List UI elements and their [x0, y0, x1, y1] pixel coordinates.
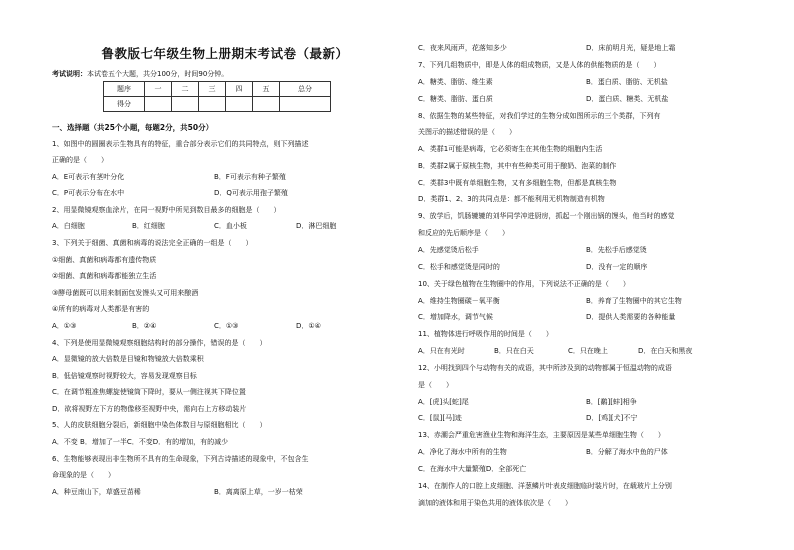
- option: A．糖类、脂肪、维生素: [418, 78, 493, 86]
- option: C．糖类、脂肪、蛋白质: [418, 95, 493, 103]
- score-cell: 五: [253, 82, 280, 97]
- statement: ②细菌、真菌和病毒都能独立生活: [52, 272, 157, 280]
- option: D．床前明月光，疑是地上霜: [586, 44, 676, 52]
- option: B．F可表示有种子繁殖: [214, 173, 286, 181]
- option: D．①④: [296, 322, 321, 330]
- score-label-cell: 得分: [104, 97, 145, 112]
- option: B．类群2属于原核生物，其中有些种类可用于酿奶、泡菜的制作: [418, 162, 617, 170]
- option: A．类群1可能是病毒，它必须寄生在其他生物的细胞内生活: [418, 145, 603, 153]
- question-text: 4、下列是使用显微镜观察细胞结构时的部分操作，错误的是（ ）: [52, 339, 267, 347]
- question-text: 命现象的是（ ）: [52, 471, 115, 479]
- option: B．分解了海水中鱼的尸体: [586, 448, 668, 456]
- option: A．种豆南山下，草盛豆苗稀: [52, 488, 141, 496]
- exam-note: [52, 69, 228, 79]
- option: C．类群3中既有单细胞生物，又有多细胞生物，但都是真核生物: [418, 179, 617, 187]
- option: C．[鼠][马]迹: [418, 414, 462, 422]
- option: D．Q可表示用孢子繁殖: [214, 189, 288, 197]
- option: C．在调节粗准焦螺旋使镜筒下降时，要从一侧注视其下降位置: [52, 388, 246, 396]
- option: C．只在晚上: [568, 347, 608, 355]
- question-text: 滴加的液体和用于染色共用的液体依次是（ ）: [418, 499, 572, 507]
- option: B．只在白天: [494, 347, 534, 355]
- option: B．养育了生物圈中的其它生物: [586, 297, 682, 305]
- option: A．显微镜的放大倍数是目镜和物镜放大倍数乘积: [52, 355, 204, 363]
- option: D．提供人类需要的各种能量: [586, 313, 676, 321]
- option: C．增加降水，调节气候: [418, 313, 493, 321]
- statement: ④所有的病毒对人类都是有害的: [52, 305, 150, 313]
- question-text: 7、下列几组物质中，即是人体的组成物质，又是人体的供能物质的是（ ）: [418, 61, 661, 69]
- option: D．欲将视野左下方的物像移至视野中央，需向右上方移动装片: [52, 405, 247, 413]
- question-text: 正确的是（ ）: [52, 156, 108, 164]
- option: A．①③: [52, 322, 77, 330]
- score-table: [103, 81, 331, 112]
- option: B．离离原上草，一岁一枯荣: [214, 488, 303, 496]
- page-title: 鲁教版七年级生物上册期末考试卷（最新）: [101, 46, 349, 61]
- option: A．白细胞: [52, 222, 85, 230]
- option: C．松手和感觉烫是同时的: [418, 263, 500, 271]
- score-blank-cell[interactable]: [145, 97, 172, 112]
- option: A．净化了海水中所有的生物: [418, 448, 507, 456]
- score-cell: 三: [199, 82, 226, 97]
- score-cell: 一: [145, 82, 172, 97]
- score-value-row: [104, 97, 331, 112]
- question-text: 6、生物能够表现出非生物所不具有的生命现象，下列古诗描述的现象中，不包含生: [52, 455, 309, 463]
- option: B．蛋白质、脂肪、无机盐: [586, 78, 668, 86]
- option: D．[鸡][犬]不宁: [586, 414, 638, 422]
- option: A．只在有光时: [418, 347, 465, 355]
- question-text: 14、在制作人的口腔上皮细胞、洋葱鳞片叶表皮细胞临时装片时，在载玻片上分别: [418, 482, 672, 490]
- statement: ①细菌、真菌和病毒都有遗传物质: [52, 256, 157, 264]
- score-header-row: [104, 82, 331, 97]
- section-heading: 一、选择题（共25个小题，每题2分，共50分）: [52, 123, 214, 132]
- question-text: 5、人的皮肤细胞分裂后，新细胞中染色体数目与原细胞相比（ ）: [52, 421, 267, 429]
- score-blank-cell[interactable]: [172, 97, 199, 112]
- option: B．②④: [132, 322, 157, 330]
- question-text: 10、关于绿色植物在生物圈中的作用，下列说法不正确的是（ ）: [418, 280, 630, 288]
- question-text: 和反应的先后顺序是（ ）: [418, 229, 509, 237]
- option: D．蛋白质、糖类、无机盐: [586, 95, 669, 103]
- question-text: 12、小明找到四个与动物有关的成语，其中所涉及到的动物都属于恒温动物的成语: [418, 364, 672, 372]
- option: C．在海水中大量繁殖D．全部死亡: [418, 465, 527, 473]
- score-cell: 总分: [280, 82, 331, 97]
- option: D．没有一定的顺序: [586, 263, 648, 271]
- question-text: 1、如图中的圆圈表示生物具有的特征，重合部分表示它们的共同特点，则下列描述: [52, 140, 309, 148]
- question-text: 11、植物体进行呼吸作用的时间是（ ）: [418, 330, 553, 338]
- question-text: 13、赤潮会严重危害渔业生物和海洋生态，主要原因是某些单细胞生物（ ）: [418, 431, 665, 439]
- option: C．夜来风雨声，花落知多少: [418, 44, 507, 52]
- option: C．血小板: [214, 222, 247, 230]
- score-blank-cell[interactable]: [199, 97, 226, 112]
- score-blank-cell[interactable]: [280, 97, 331, 112]
- option: B．红细胞: [132, 222, 165, 230]
- note-label: 考试说明：: [52, 70, 87, 78]
- option: A．E可表示有茎叶分化: [52, 173, 125, 181]
- question-text: 9、放学后，饥肠辘辘的刘华同学冲进厨房，抓起一个刚出锅的馒头，他当时的感觉: [418, 212, 675, 220]
- question-text: 3、下列关于细菌、真菌和病毒的说法完全正确的一组是（ ）: [52, 239, 253, 247]
- question-text: 关图示的描述错误的是（ ）: [418, 128, 516, 136]
- score-blank-cell[interactable]: [226, 97, 253, 112]
- statement: ③酵母菌既可以用来制面包发馒头又可用来酿酒: [52, 289, 199, 297]
- option: D．类群1、2、3的共同点是：都不能利用无机物制造有机物: [418, 195, 605, 203]
- score-cell: 四: [226, 82, 253, 97]
- option: A．[虎]头[蛇]尾: [418, 398, 469, 406]
- score-blank-cell[interactable]: [253, 97, 280, 112]
- option: D．淋巴细胞: [296, 222, 337, 230]
- question-text: 2、用显微镜观察血涂片，在同一视野中所见到数目最多的细胞是（ ）: [52, 206, 281, 214]
- option: C．P可表示分布在水中: [52, 189, 125, 197]
- option: B．先松手后感觉烫: [586, 246, 647, 254]
- question-text: 是（ ）: [418, 381, 453, 389]
- question-text: 8、依据生物的某些特征，对我们学过的生物分成如图所示的三个类群，下列有: [418, 112, 661, 120]
- option: B．低倍镜观察时视野较大，容易发现观察目标: [52, 372, 197, 380]
- note-text: 本试卷五个大题，共分100分，时间90分钟。: [87, 70, 229, 78]
- option: A．先感觉烫后松手: [418, 246, 479, 254]
- option: A．不变 B．增加了一半C．不变D．有的增加，有的减少: [52, 438, 229, 446]
- option: A．维持生物圈碳－氧平衡: [418, 297, 500, 305]
- score-cell: 二: [172, 82, 199, 97]
- option: B．[鹬][蚌]相争: [586, 398, 637, 406]
- score-cell: 题序: [104, 82, 145, 97]
- option: C．①③: [214, 322, 239, 330]
- option: D．在白天和黑夜: [638, 347, 693, 355]
